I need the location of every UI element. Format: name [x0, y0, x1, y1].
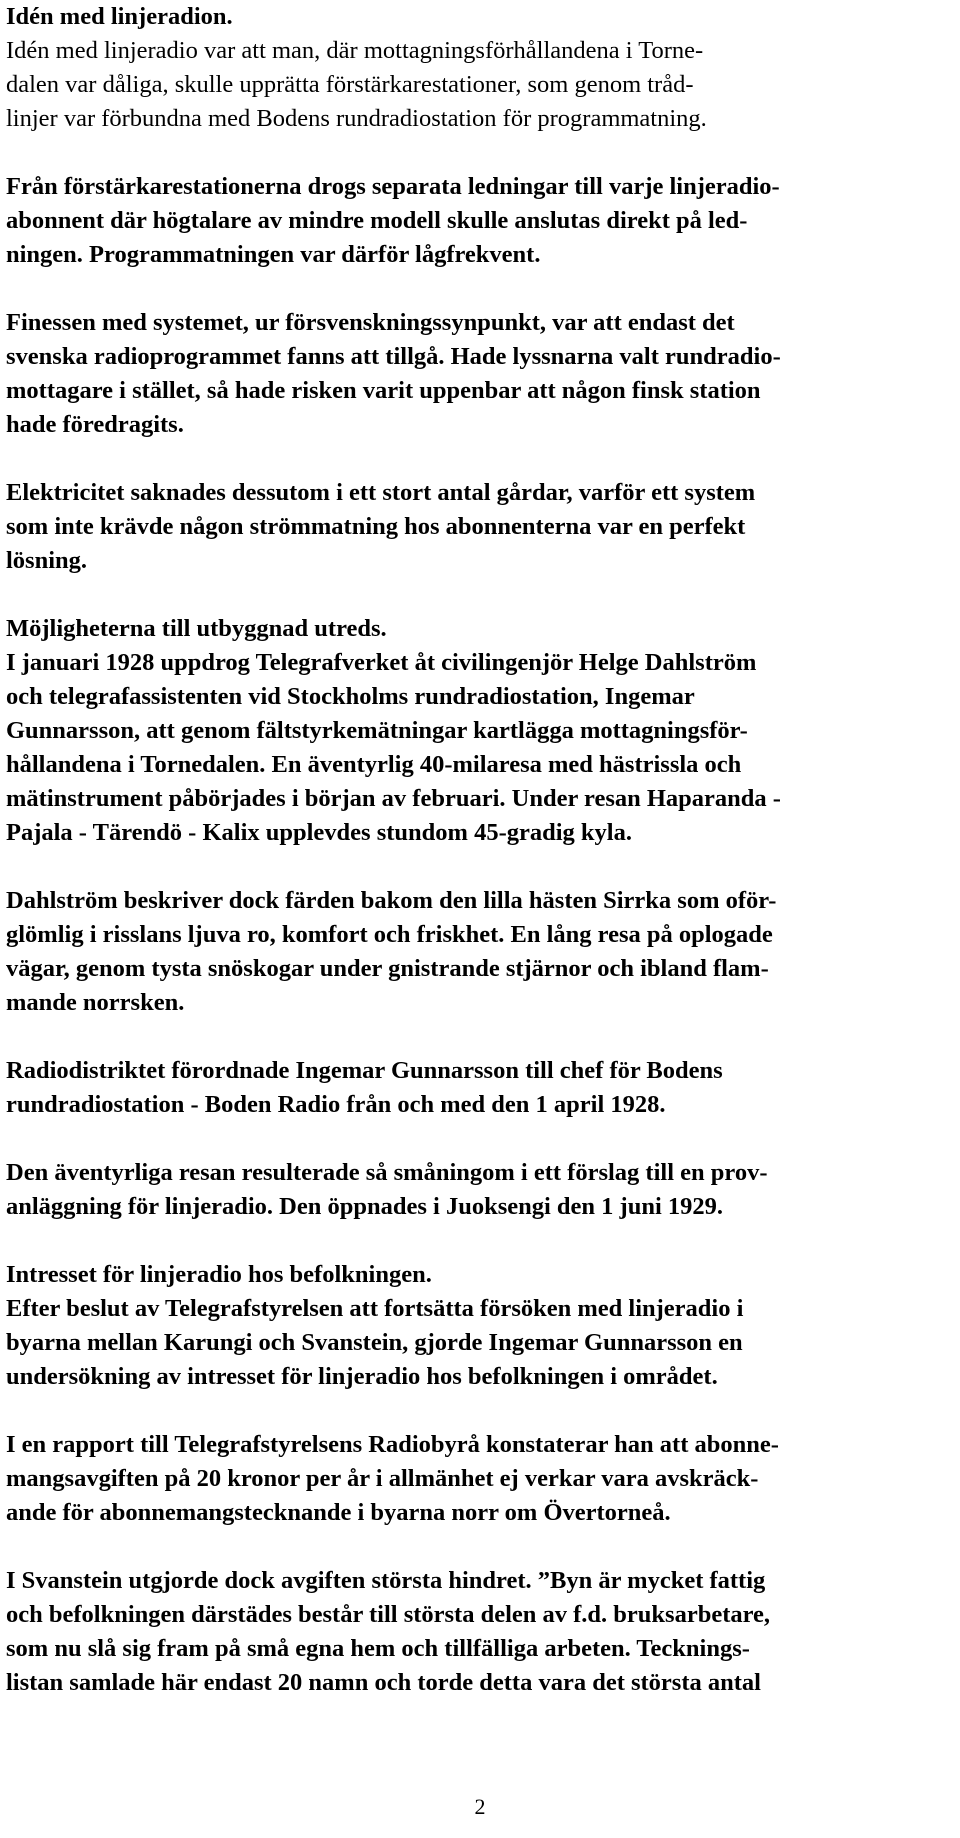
text-line: rundradiostation - Boden Radio från och med den 1 april 1928.	[6, 1091, 666, 1118]
text-line: glömlig i risslans ljuva ro, komfort och friskhet. En lång resa på oplogade	[6, 921, 773, 948]
text-line: Dahlström beskriver dock färden bakom den lilla hästen Sirrka som oför-	[6, 887, 777, 914]
paragraph-spacer	[6, 442, 946, 476]
text-line: Från förstärkarestationerna drogs separata ledningar till varje linjeradio-	[6, 173, 780, 200]
paragraph-spacer	[6, 850, 946, 884]
paragraph	[6, 1156, 946, 1224]
section-heading: Idén med linjeradion.	[6, 3, 233, 30]
text-line: svenska radioprogrammet fanns att tillgå. Hade lyssnarna valt rundradio-	[6, 343, 781, 370]
paragraph-spacer	[6, 1020, 946, 1054]
paragraph-spacer	[6, 1224, 946, 1258]
text-line: Idén med linjeradio var att man, där mottagningsförhållandena i Torne-	[6, 37, 704, 64]
text-line: mande norrsken.	[6, 989, 185, 1016]
text-line: lösning.	[6, 547, 88, 574]
text-line: Finessen med systemet, ur försvenskningssynpunkt, var att endast det	[6, 309, 735, 336]
section-heading: Möjligheterna till utbyggnad utreds.	[6, 615, 387, 642]
paragraph	[6, 646, 946, 850]
text-line: Efter beslut av Telegrafstyrelsen att fortsätta försöken med linjeradio i	[6, 1295, 744, 1322]
paragraph	[6, 476, 946, 578]
text-line: ningen. Programmatningen var därför lågfrekvent.	[6, 241, 541, 268]
text-line: hade föredragits.	[6, 411, 184, 438]
text-line: dalen var dåliga, skulle upprätta förstärkarestationer, som genom tråd-	[6, 71, 694, 98]
text-line: som nu slå sig fram på små egna hem och tillfälliga arbeten. Tecknings-	[6, 1635, 750, 1662]
text-line: vägar, genom tysta snöskogar under gnistrande stjärnor och ibland flam-	[6, 955, 769, 982]
text-line: mätinstrument påbörjades i början av februari. Under resan Haparanda -	[6, 785, 781, 812]
text-line: anläggning för linjeradio. Den öppnades i Juoksengi den 1 juni 1929.	[6, 1193, 724, 1220]
text-line: undersökning av intresset för linjeradio hos befolkningen i området.	[6, 1363, 718, 1390]
text-line: Pajala - Tärendö - Kalix upplevdes stundom 45-gradig kyla.	[6, 819, 632, 846]
text-line: och befolkningen därstädes består till största delen av f.d. bruksarbetare,	[6, 1601, 771, 1628]
paragraph-spacer	[6, 578, 946, 612]
text-line: Elektricitet saknades dessutom i ett stort antal gårdar, varför ett system	[6, 479, 756, 506]
text-line: ande för abonnemangstecknande i byarna norr om Övertorneå.	[6, 1499, 671, 1526]
text-line: mottagare i stället, så hade risken varit uppenbar att någon finsk station	[6, 377, 761, 404]
text-line: byarna mellan Karungi och Svanstein, gjorde Ingemar Gunnarsson en	[6, 1329, 743, 1356]
paragraph	[6, 1054, 946, 1122]
text-line: Den äventyrliga resan resulterade så småningom i ett förslag till en prov-	[6, 1159, 768, 1186]
paragraph-spacer	[6, 272, 946, 306]
paragraph	[6, 170, 946, 272]
paragraph	[6, 1564, 946, 1700]
text-line: I en rapport till Telegrafstyrelsens Radiobyrå konstaterar han att abonne-	[6, 1431, 779, 1458]
document-page	[6, 0, 946, 1700]
text-line: som inte krävde någon strömmatning hos abonnenterna var en perfekt	[6, 513, 746, 540]
text-line: mangsavgiften på 20 kronor per år i allmänhet ej verkar vara avskräck-	[6, 1465, 759, 1492]
text-line: Radiodistriktet förordnade Ingemar Gunnarsson till chef för Bodens	[6, 1057, 723, 1084]
paragraph	[6, 884, 946, 1020]
paragraph	[6, 34, 946, 136]
paragraph	[6, 1428, 946, 1530]
text-line: hållandena i Tornedalen. En äventyrlig 40-milaresa med hästrissla och	[6, 751, 742, 778]
paragraph-spacer	[6, 1530, 946, 1564]
text-line: I januari 1928 uppdrog Telegrafverket åt civilingenjör Helge Dahlström	[6, 649, 757, 676]
paragraph-spacer	[6, 1122, 946, 1156]
paragraph-spacer	[6, 136, 946, 170]
text-line: Gunnarsson, att genom fältstyrkemätningar kartlägga mottagningsför-	[6, 717, 748, 744]
text-line: abonnent där högtalare av mindre modell skulle anslutas direkt på led-	[6, 207, 748, 234]
paragraph	[6, 306, 946, 442]
paragraph-spacer	[6, 1394, 946, 1428]
text-line: linjer var förbundna med Bodens rundradiostation för programmatning.	[6, 105, 707, 132]
page-number: 2	[474, 1794, 486, 1819]
section-heading: Intresset för linjeradio hos befolkningen.	[6, 1261, 432, 1288]
text-line: I Svanstein utgjorde dock avgiften största hindret. ”Byn är mycket fattig	[6, 1567, 766, 1594]
text-line: och telegrafassistenten vid Stockholms rundradiostation, Ingemar	[6, 683, 695, 710]
text-line: listan samlade här endast 20 namn och torde detta vara det största antal	[6, 1669, 761, 1696]
paragraph	[6, 1292, 946, 1394]
